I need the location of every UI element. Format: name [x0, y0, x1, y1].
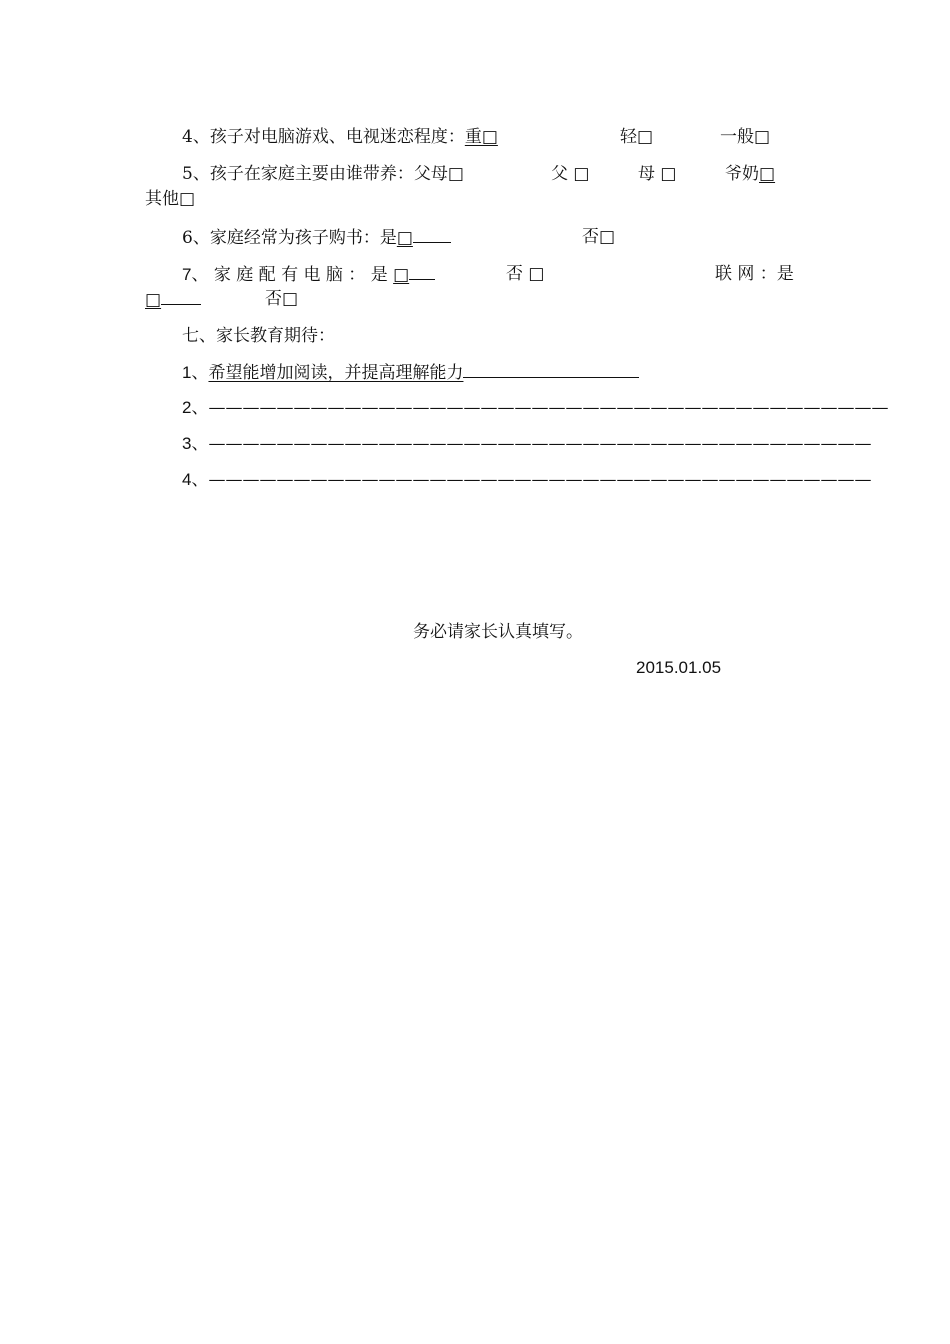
internet-label: 联 网 ： — [715, 264, 777, 284]
option-computer-yes-checkbox[interactable]: □ — [393, 265, 410, 285]
option-internet-yes-checkbox[interactable]: □ — [145, 290, 162, 310]
option-grandparents-checkbox[interactable]: □ — [759, 164, 776, 184]
expectation-item-4-number: 4、 — [182, 470, 209, 489]
question-5-prefix: 5、孩子在家庭主要由谁带养： — [182, 164, 414, 184]
option-grandparents-label: 爷奶 — [725, 164, 759, 184]
question-6-prefix: 6、家庭经常为孩子购书： — [182, 228, 380, 248]
option-internet-no-checkbox[interactable]: 否□ — [265, 289, 299, 309]
option-light-checkbox[interactable]: 轻□ — [620, 127, 654, 147]
expectation-item-3-number: 3、 — [182, 434, 209, 453]
option-father-checkbox[interactable]: 父 □ — [551, 164, 590, 184]
option-internet-yes-label: 是 — [776, 264, 794, 284]
option-buy-books-yes-checkbox[interactable]: □ — [396, 228, 413, 248]
expectation-item-4-blank[interactable]: ——————————————————————————————————————— — [208, 470, 872, 490]
question-4 — [182, 126, 498, 148]
internet-yes — [145, 288, 201, 311]
expectation-item-1-number: 1、 — [182, 363, 209, 382]
blank-underline — [463, 361, 639, 378]
expectation-item-2-number: 2、 — [182, 398, 209, 417]
option-heavy-checkbox[interactable]: 重□ — [464, 127, 498, 147]
option-other-checkbox[interactable]: 其他□ — [145, 189, 196, 209]
blank-underline — [413, 226, 451, 243]
expectation-item-4 — [182, 469, 872, 491]
question-6 — [182, 226, 451, 249]
footer-note: 务必请家长认真填写。 — [413, 622, 583, 642]
option-buy-books-no-checkbox[interactable]: 否□ — [582, 227, 616, 247]
option-moderate-checkbox[interactable]: 一般□ — [720, 127, 771, 147]
question-4-prefix: 4、孩子对电脑游戏、电视迷恋程度： — [182, 127, 465, 147]
option-grandparents — [725, 163, 775, 185]
expectation-item-1-text[interactable]: 希望能增加阅读，并提高理解能力 — [208, 363, 464, 383]
expectation-item-2 — [182, 397, 889, 419]
option-computer-no-checkbox[interactable]: 否 □ — [506, 264, 545, 284]
expectation-item-1 — [182, 361, 639, 384]
option-parents-checkbox[interactable]: 父母□ — [413, 164, 464, 184]
question-7-prefix: 、 家 庭 配 有 电 脑 ： — [191, 265, 366, 285]
section-heading: 七、家长教育期待： — [182, 326, 335, 346]
option-mother-checkbox[interactable]: 母 □ — [638, 164, 677, 184]
option-buy-books-yes-label: 是 — [379, 228, 397, 248]
footer-date: 2015.01.05 — [636, 658, 722, 677]
question-5 — [182, 163, 464, 185]
question-7-number: 7 — [182, 265, 192, 284]
expectation-item-2-blank[interactable]: ———————————————————————————————————————— — [208, 398, 889, 418]
expectation-item-3-blank[interactable]: ——————————————————————————————————————— — [208, 434, 872, 454]
question-7 — [182, 263, 435, 286]
expectation-item-3 — [182, 433, 872, 455]
option-computer-yes-label: 是 — [370, 265, 388, 285]
internet-question — [715, 263, 794, 285]
blank-underline — [161, 288, 201, 305]
blank-underline — [409, 263, 435, 280]
